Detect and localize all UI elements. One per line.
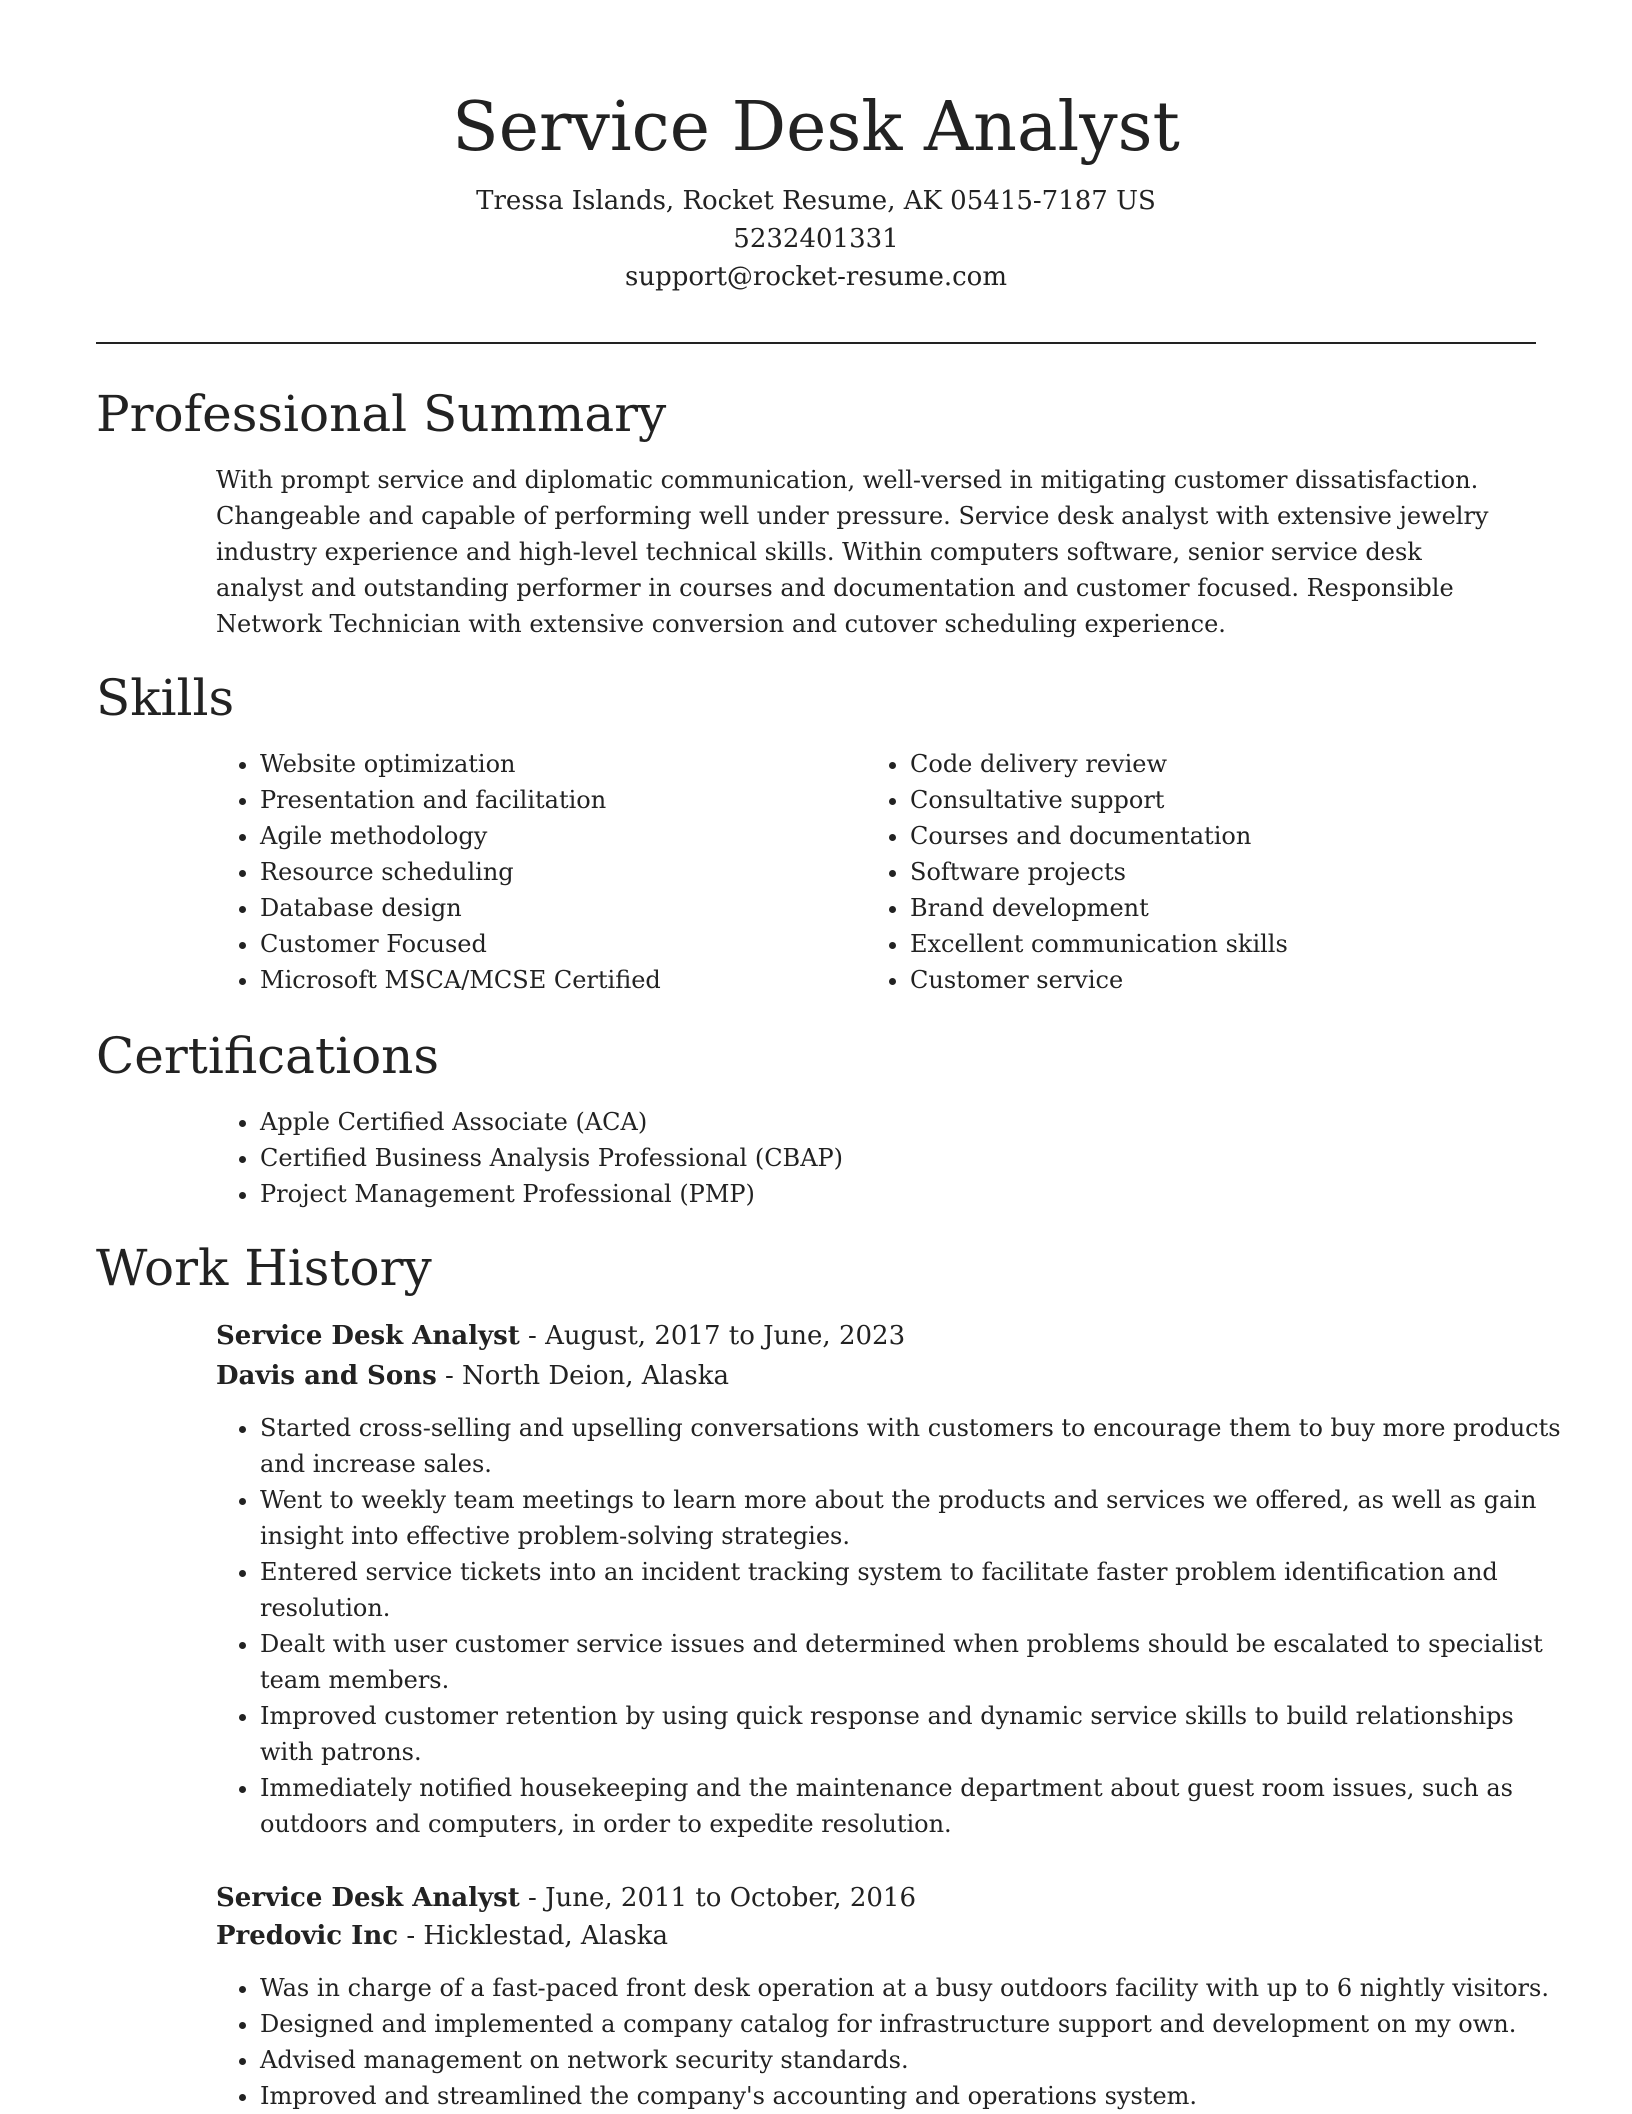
- list-item: • Started cross-selling and upselling conversations with customers to encourage them to buy more products and increase sales.: [260, 1410, 1570, 1482]
- contact-block: [96, 182, 1536, 296]
- list-item: • Website optimization: [260, 746, 860, 782]
- job-2-bullets: [216, 1970, 1570, 2114]
- list-item: • Designed and implemented a company catalog for infrastructure support and development on my own.: [260, 2006, 1570, 2042]
- job-2-company-line: [216, 1916, 668, 1956]
- list-item: • Excellent communication skills: [910, 926, 1550, 962]
- list-item: • Dealt with user customer service issues and determined when problems should be escalated to specialist team members.: [260, 1626, 1570, 1698]
- list-item: • Improved and streamlined the company's accounting and operations system.: [260, 2078, 1570, 2114]
- list-item: • Entered service tickets into an incident tracking system to facilitate faster problem identification and resolution.: [260, 1554, 1570, 1626]
- job-1-title-line: [216, 1316, 905, 1356]
- header-divider: [96, 342, 1536, 344]
- contact-address: Tressa Islands, Rocket Resume, AK 05415-7187 US: [476, 186, 1156, 216]
- certifications-heading: Certifications: [96, 1027, 440, 1085]
- job-2-company: Predovic Inc: [216, 1921, 399, 1951]
- resume-header: [96, 82, 1536, 296]
- list-item: • Project Management Professional (PMP): [260, 1176, 1560, 1212]
- contact-email: support@rocket-resume.com: [624, 262, 1007, 292]
- list-item: • Software projects: [910, 854, 1550, 890]
- list-item: • Apple Certified Associate (ACA): [260, 1104, 1560, 1140]
- list-item: • Consultative support: [910, 782, 1550, 818]
- list-item: • Microsoft MSCA/MCSE Certified: [260, 962, 860, 998]
- list-item: • Courses and documentation: [910, 818, 1550, 854]
- certifications-list: [216, 1104, 1560, 1212]
- list-item: • Resource scheduling: [260, 854, 860, 890]
- job-2-role: Service Desk Analyst: [216, 1883, 520, 1913]
- job-1-company: Davis and Sons: [216, 1361, 437, 1391]
- list-item: • Database design: [260, 890, 860, 926]
- list-item: • Customer Focused: [260, 926, 860, 962]
- list-item: • Went to weekly team meetings to learn more about the products and services we offered, as well as gain insight into effective problem-solving strategies.: [260, 1482, 1570, 1554]
- resume-title: Service Desk Analyst: [452, 88, 1180, 167]
- list-item: • Immediately notified housekeeping and the maintenance department about guest room issues, such as outdoors and computers, in order to expedite resolution.: [260, 1770, 1570, 1842]
- list-item: • Code delivery review: [910, 746, 1550, 782]
- job-2-title-line: [216, 1878, 916, 1918]
- job-1-company-line: [216, 1356, 729, 1396]
- job-1-dates: - August, 2017 to June, 2023: [519, 1321, 906, 1351]
- job-2-location: - Hicklestad, Alaska: [398, 1921, 669, 1951]
- work-history-heading: Work History: [96, 1239, 432, 1297]
- contact-phone: 5232401331: [733, 224, 899, 254]
- list-item: • Brand development: [910, 890, 1550, 926]
- list-item: • Presentation and facilitation: [260, 782, 860, 818]
- summary-heading: Professional Summary: [96, 385, 667, 443]
- skills-list-left: [216, 746, 860, 998]
- job-1-bullets: [216, 1410, 1570, 1842]
- list-item: • Certified Business Analysis Professional (CBAP): [260, 1140, 1560, 1176]
- job-1-role: Service Desk Analyst: [216, 1321, 520, 1351]
- list-item: • Improved customer retention by using quick response and dynamic service skills to build relationships with patrons.: [260, 1698, 1570, 1770]
- job-1-location: - North Deion, Alaska: [436, 1361, 729, 1391]
- skills-heading: Skills: [96, 669, 235, 727]
- list-item: • Was in charge of a fast-paced front desk operation at a busy outdoors facility with up to 6 nightly visitors.: [260, 1970, 1570, 2006]
- list-item: • Advised management on network security standards.: [260, 2042, 1570, 2078]
- list-item: • Agile methodology: [260, 818, 860, 854]
- summary-text: With prompt service and diplomatic communication, well-versed in mitigating customer dissatisfaction. Changeable and capable of performing well under pressure. Service desk analyst with extensive jewelry industry experience and high-level technical skills. Within computers software, senior service desk analyst and outstanding performer in courses and documentation and customer focused. Responsible Network Technician with extensive conversion and cutover scheduling experience.: [216, 466, 1489, 638]
- skills-list-right: [866, 746, 1550, 998]
- list-item: • Customer service: [910, 962, 1550, 998]
- job-2-dates: - June, 2011 to October, 2016: [519, 1883, 917, 1913]
